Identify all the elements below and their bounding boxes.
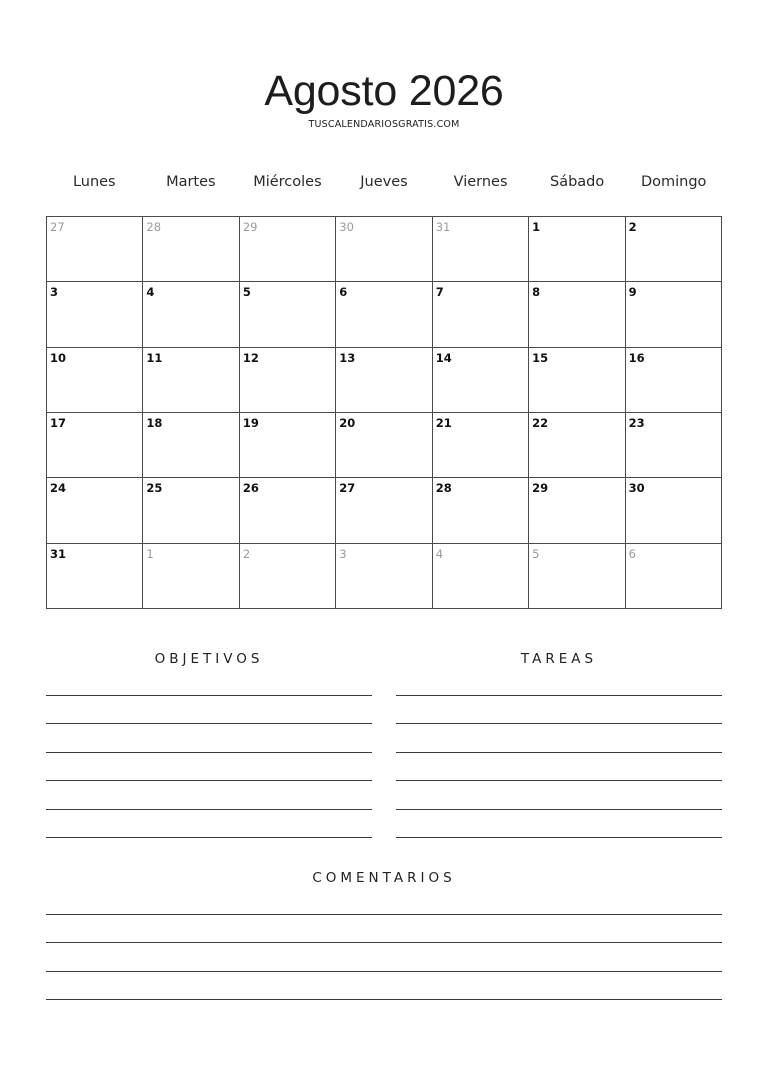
day-number: 15 (532, 350, 549, 365)
day-cell (626, 217, 722, 282)
objective-writing-line (46, 723, 372, 724)
objective-writing-line (46, 780, 372, 781)
day-cell (143, 217, 239, 282)
day-cell (143, 478, 239, 543)
day-number: 29 (532, 481, 549, 496)
day-cell (626, 282, 722, 347)
day-number: 5 (242, 285, 251, 300)
day-cell (47, 348, 143, 413)
day-number: 3 (50, 285, 59, 300)
day-number: 23 (628, 416, 645, 430)
day-cell (336, 413, 432, 478)
day-number: 8 (532, 285, 541, 300)
day-cell (240, 348, 336, 413)
day-cell (47, 544, 143, 609)
day-number: 4 (146, 285, 155, 300)
day-cell (529, 544, 625, 609)
website-subtitle: TUSCALENDARIOSGRATIS.COM (308, 119, 460, 130)
weekday-label: Sábado (550, 174, 605, 190)
day-cell (47, 478, 143, 543)
adjacent-month-day-number: 4 (435, 546, 444, 561)
adjacent-month-day-number: 2 (242, 546, 251, 561)
day-cell (336, 478, 432, 543)
day-number: 13 (339, 350, 356, 365)
day-cell (143, 348, 239, 413)
day-number: 12 (242, 350, 259, 365)
day-number: 25 (146, 481, 163, 496)
day-cell (336, 217, 432, 282)
day-number: 9 (628, 285, 637, 300)
day-cell (336, 544, 432, 609)
adjacent-month-day-number: 29 (242, 220, 258, 234)
day-cell (143, 544, 239, 609)
adjacent-month-day-number: 3 (339, 546, 347, 561)
day-cell (433, 217, 529, 282)
day-number: 14 (435, 350, 452, 365)
day-cell (47, 413, 143, 478)
day-number: 22 (532, 416, 549, 430)
day-cell (529, 282, 625, 347)
day-number: 28 (435, 481, 452, 496)
comment-writing-line (46, 999, 722, 1000)
page-title: Agosto 2026 (264, 67, 504, 115)
weekday-label: Martes (166, 174, 216, 190)
adjacent-month-day-number: 6 (628, 546, 636, 561)
day-cell (240, 282, 336, 347)
objective-writing-line (46, 809, 372, 810)
day-cell (240, 217, 336, 282)
day-cell (143, 282, 239, 347)
day-number: 10 (50, 350, 67, 365)
day-cell (626, 478, 722, 543)
task-writing-line (396, 723, 722, 724)
day-cell (529, 217, 625, 282)
day-cell (143, 413, 239, 478)
day-number: 6 (339, 285, 348, 300)
day-number: 30 (628, 481, 645, 496)
task-writing-line (396, 695, 722, 696)
weekday-label: Miércoles (253, 174, 322, 190)
day-number: 17 (50, 416, 67, 430)
adjacent-month-day-number: 27 (50, 220, 65, 234)
day-cell (240, 544, 336, 609)
day-number: 2 (628, 220, 637, 234)
task-writing-line (396, 837, 722, 838)
calendar-grid (46, 216, 722, 609)
day-cell (47, 282, 143, 347)
day-number: 26 (242, 481, 259, 496)
objectives-heading: OBJETIVOS (154, 651, 264, 667)
day-cell (626, 544, 722, 609)
task-writing-line (396, 780, 722, 781)
day-cell (529, 413, 625, 478)
comment-writing-line (46, 971, 722, 972)
day-cell (336, 282, 432, 347)
day-number: 31 (50, 546, 67, 561)
day-number: 16 (628, 350, 645, 365)
day-cell (433, 544, 529, 609)
day-number: 27 (339, 481, 356, 496)
weekday-label: Domingo (640, 174, 707, 190)
day-cell (240, 478, 336, 543)
day-cell (240, 413, 336, 478)
day-cell (433, 348, 529, 413)
comment-writing-line (46, 942, 722, 943)
adjacent-month-day-number: 1 (146, 546, 154, 561)
adjacent-month-day-number: 5 (532, 546, 540, 561)
adjacent-month-day-number: 31 (435, 220, 451, 234)
adjacent-month-day-number: 28 (146, 220, 162, 234)
adjacent-month-day-number: 30 (339, 220, 354, 234)
day-cell (433, 282, 529, 347)
day-cell (433, 413, 529, 478)
day-number: 11 (146, 350, 163, 365)
weekday-label: Viernes (453, 174, 508, 190)
day-number: 18 (146, 416, 163, 430)
day-number: 1 (532, 220, 541, 234)
day-cell (336, 348, 432, 413)
day-number: 7 (435, 285, 444, 300)
day-cell (433, 478, 529, 543)
day-number: 19 (242, 416, 259, 430)
weekday-label: Jueves (360, 174, 408, 190)
task-writing-line (396, 752, 722, 753)
weekday-label: Lunes (72, 174, 116, 190)
day-cell (47, 217, 143, 282)
task-writing-line (396, 809, 722, 810)
weekday-header-row (46, 172, 722, 192)
day-number: 20 (339, 416, 356, 430)
objective-writing-line (46, 695, 372, 696)
day-cell (529, 478, 625, 543)
day-cell (529, 348, 625, 413)
objective-writing-line (46, 752, 372, 753)
objective-writing-line (46, 837, 372, 838)
tasks-heading: TAREAS (520, 651, 598, 667)
day-number: 24 (50, 481, 67, 496)
comment-writing-line (46, 914, 722, 915)
day-cell (626, 413, 722, 478)
day-number: 21 (435, 416, 452, 430)
comments-heading: COMENTARIOS (312, 870, 456, 886)
day-cell (626, 348, 722, 413)
